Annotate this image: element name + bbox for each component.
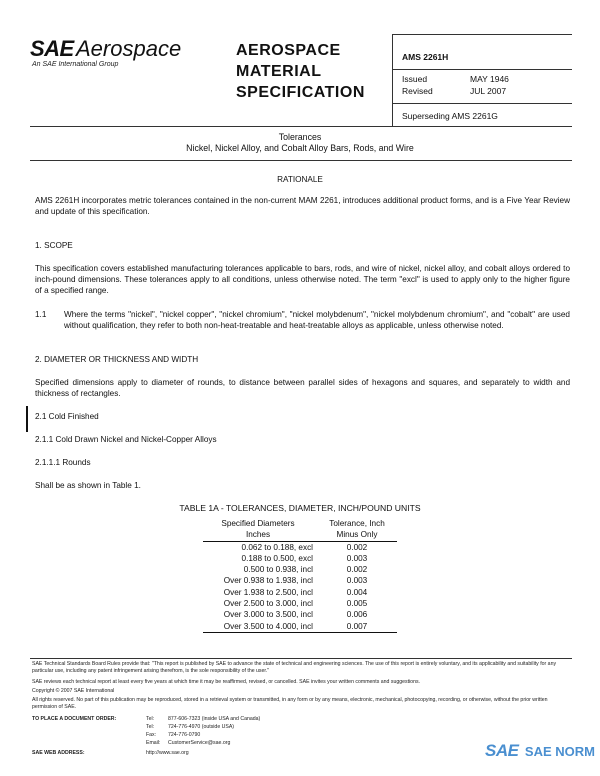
footer-rules: SAE Technical Standards Board Rules provide that: "This report is published by SAE to advance the state of technical and engineering sciences. The use of this report is entirely voluntary, and its applicability and suitability for any particular use, including any patent infringement arising therefrom, is the sole responsibility of the user." (32, 661, 557, 674)
header-divider-vertical (392, 34, 393, 126)
tel-inside-usa: 877-606-7323 (inside USA and Canada) (168, 716, 261, 722)
email-link[interactable]: CustomerService@sae.org (168, 740, 231, 746)
section-1-heading: 1. SCOPE (35, 241, 73, 250)
footer-rights: All rights reserved. No part of this publication may be reproduced, stored in a retrieval system or transmitted, in any form or by any means, electronic, mechanical, photocopying, recording, or otherwise, without the prior written permission of SAE. (32, 697, 548, 710)
header-divider-low (392, 103, 572, 104)
subject-divider (30, 160, 572, 161)
section-1-text: This specification covers established manufacturing tolerances applicable to bars, rods, and wire of nickel, nickel alloy, and cobalt alloys ordered to inch-pound dimensions. These tolerances apply to all conditions, unless otherwise noted. The term "excl" is used to apply only to the higher figure of a specified range. (35, 264, 570, 296)
sae-logo: SAE (30, 36, 74, 61)
col-header-inches: Inches (203, 529, 317, 541)
tel-label-1: Tel: (146, 716, 155, 722)
title-line-1: AEROSPACE (236, 42, 341, 59)
table-row: Over 2.500 to 3.000, incl 0.005 (223, 599, 368, 609)
table-row: Over 3.000 to 3.500, incl 0.006 (223, 610, 368, 620)
tel-outside-usa: 724-776-4970 (outside USA) (168, 724, 235, 730)
issued-label: Issued (402, 74, 428, 84)
order-label: TO PLACE A DOCUMENT ORDER: (32, 716, 117, 722)
revised-label: Revised (402, 86, 433, 96)
fax-number: 724-776-0790 (168, 732, 201, 738)
footer-copyright: Copyright © 2007 SAE International (32, 688, 115, 694)
header-divider-bottom (30, 126, 572, 127)
table-row: Over 1.938 to 2.500, incl 0.004 (223, 587, 368, 597)
footer-divider (30, 658, 572, 659)
table-row: 0.062 to 0.188, excl 0.002 (241, 542, 368, 552)
superseding-note: Superseding AMS 2261G (402, 111, 498, 121)
subject-line-2: Nickel, Nickel Alloy, and Cobalt Alloy Bars, Rods, and Wire (186, 143, 414, 153)
col-header-diameters: Specified Diameters (221, 519, 295, 528)
section-2-1-1-1-heading: 2.1.1.1 Rounds (35, 458, 91, 467)
table-title: TABLE 1A - TOLERANCES, DIAMETER, INCH/POUND UNITS (179, 503, 421, 513)
section-2-text: Specified dimensions apply to diameter of rounds, to distance between parallel sides of hexagons and squares, and separately to width and thickness of rectangles. (35, 378, 570, 399)
section-1-1-number: 1.1 (35, 310, 47, 319)
section-2-1-heading: 2.1 Cold Finished (35, 412, 99, 421)
footer-review: SAE reviews each technical report at least every five years at which time it may be reaffirmed, revised, or cancelled. SAE invites your written comments and suggestions. (32, 679, 420, 685)
table-header-row-2 (203, 529, 397, 541)
tolerance-table (203, 518, 397, 633)
table-header-row (203, 518, 397, 529)
logo-tagline: An SAE International Group (32, 61, 119, 68)
revised-date: JUL 2007 (470, 86, 507, 96)
aerospace-logo-text: Aerospace (76, 36, 182, 61)
email-label: Email: (146, 740, 161, 746)
table-row: Over 3.500 to 4.000, incl 0.007 (203, 621, 397, 633)
web-link[interactable]: http://www.sae.org (146, 750, 189, 756)
header-divider-mid (392, 69, 572, 70)
section-2-1-1-heading: 2.1.1 Cold Drawn Nickel and Nickel-Copper Alloys (35, 435, 217, 444)
sae-norm-stamp (485, 741, 595, 761)
web-label: SAE WEB ADDRESS: (32, 750, 85, 756)
section-1-1-text: Where the terms "nickel", "nickel copper", "nickel chromium", "nickel molybdenum", "nickel molybdenum chromium", and "cobalt" are used without qualification, they refer to both non-heat-treatable and heat-treatable alloys as applicable, unless otherwise noted. (64, 310, 570, 331)
table-reference-text: Shall be as shown in Table 1. (35, 481, 141, 490)
rationale-text: AMS 2261H incorporates metric tolerances contained in the non-current MAM 2261, introduces additional product forms, and is a Five Year Review and update of this specification. (35, 196, 570, 217)
table-row: 0.188 to 0.500, excl 0.003 (241, 553, 368, 563)
section-2-heading: 2. DIAMETER OR THICKNESS AND WIDTH (35, 355, 199, 364)
tel-label-2: Tel: (146, 724, 155, 730)
subject-line-1: Tolerances (278, 132, 322, 142)
stamp-sae-norm: SAE NORM (524, 744, 595, 759)
stamp-sae-mark: SAE (485, 741, 519, 760)
issued-date: MAY 1946 (470, 74, 509, 84)
table-row: 0.500 to 0.938, incl 0.002 (243, 565, 368, 575)
document-type-title (236, 40, 365, 103)
title-line-3: SPECIFICATION (236, 84, 365, 101)
document-number: AMS 2261H (402, 52, 449, 62)
header-divider-top (392, 34, 572, 35)
title-line-2: MATERIAL (236, 63, 322, 80)
col-header-minus-only: Minus Only (317, 529, 397, 541)
table-row: Over 0.938 to 1.938, incl 0.003 (223, 576, 368, 586)
fax-label: Fax: (146, 732, 157, 738)
col-header-tolerance: Tolerance, Inch (329, 519, 385, 528)
revision-bar (26, 406, 28, 432)
rationale-heading: RATIONALE (277, 175, 323, 184)
